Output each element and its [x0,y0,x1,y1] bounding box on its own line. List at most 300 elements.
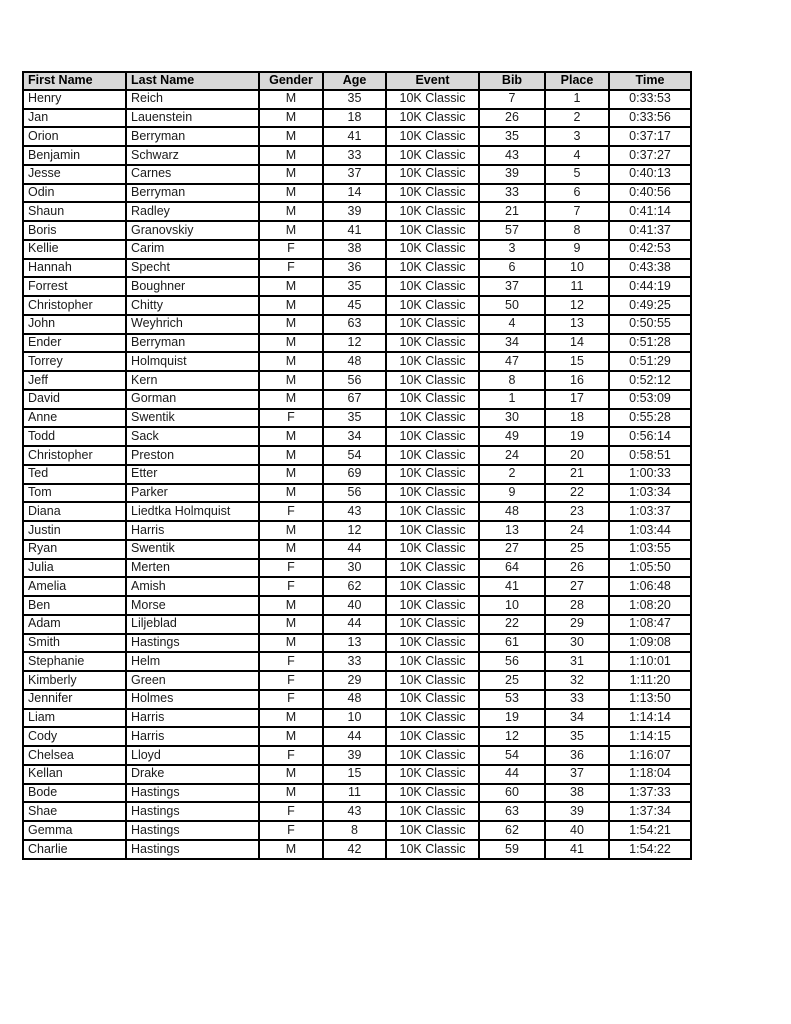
cell-gender: M [259,709,323,728]
cell-time: 1:37:34 [609,802,691,821]
cell-time: 0:37:17 [609,127,691,146]
cell-age: 35 [323,277,386,296]
cell-last-name: Swentik [126,409,259,428]
cell-last-name: Green [126,671,259,690]
table-row [23,802,691,821]
cell-time: 0:42:53 [609,240,691,259]
cell-event: 10K Classic [386,484,479,503]
cell-age: 11 [323,784,386,803]
cell-age: 36 [323,259,386,278]
cell-first-name: Kellie [23,240,126,259]
table-row [23,671,691,690]
cell-first-name: Jesse [23,165,126,184]
cell-last-name: Hastings [126,784,259,803]
cell-event: 10K Classic [386,540,479,559]
cell-last-name: Parker [126,484,259,503]
cell-bib: 49 [479,427,545,446]
cell-last-name: Hastings [126,840,259,859]
cell-age: 39 [323,746,386,765]
cell-place: 21 [545,465,609,484]
cell-age: 48 [323,352,386,371]
cell-age: 39 [323,202,386,221]
cell-bib: 64 [479,559,545,578]
cell-bib: 53 [479,690,545,709]
cell-place: 1 [545,90,609,109]
cell-bib: 57 [479,221,545,240]
cell-event: 10K Classic [386,521,479,540]
cell-time: 1:13:50 [609,690,691,709]
table-row [23,502,691,521]
cell-first-name: Liam [23,709,126,728]
column-header-first-name: First Name [23,72,126,90]
cell-bib: 60 [479,784,545,803]
cell-last-name: Schwarz [126,146,259,165]
cell-last-name: Holmes [126,690,259,709]
cell-place: 23 [545,502,609,521]
cell-time: 1:03:55 [609,540,691,559]
cell-gender: M [259,521,323,540]
cell-bib: 34 [479,334,545,353]
cell-age: 35 [323,409,386,428]
table-row [23,596,691,615]
cell-place: 12 [545,296,609,315]
cell-place: 15 [545,352,609,371]
cell-gender: M [259,352,323,371]
cell-age: 37 [323,165,386,184]
cell-time: 1:54:22 [609,840,691,859]
table-row [23,484,691,503]
cell-event: 10K Classic [386,709,479,728]
cell-time: 0:52:12 [609,371,691,390]
cell-first-name: Kellan [23,765,126,784]
cell-bib: 27 [479,540,545,559]
cell-place: 4 [545,146,609,165]
cell-bib: 39 [479,165,545,184]
cell-first-name: Charlie [23,840,126,859]
cell-place: 7 [545,202,609,221]
cell-gender: M [259,615,323,634]
cell-first-name: David [23,390,126,409]
cell-first-name: Shaun [23,202,126,221]
cell-first-name: Gemma [23,821,126,840]
cell-bib: 1 [479,390,545,409]
cell-time: 0:41:14 [609,202,691,221]
table-row [23,652,691,671]
cell-bib: 24 [479,446,545,465]
cell-gender: M [259,221,323,240]
cell-bib: 19 [479,709,545,728]
cell-time: 1:03:37 [609,502,691,521]
header-row [23,72,691,90]
cell-bib: 25 [479,671,545,690]
cell-first-name: Ted [23,465,126,484]
cell-event: 10K Classic [386,352,479,371]
table-row [23,371,691,390]
cell-event: 10K Classic [386,446,479,465]
cell-place: 22 [545,484,609,503]
cell-event: 10K Classic [386,146,479,165]
cell-gender: M [259,484,323,503]
cell-event: 10K Classic [386,409,479,428]
cell-last-name: Weyhrich [126,315,259,334]
cell-age: 33 [323,652,386,671]
table-row [23,821,691,840]
table-row [23,709,691,728]
cell-time: 0:44:19 [609,277,691,296]
cell-gender: M [259,465,323,484]
cell-first-name: Henry [23,90,126,109]
cell-place: 32 [545,671,609,690]
cell-gender: M [259,146,323,165]
cell-first-name: Ryan [23,540,126,559]
cell-bib: 54 [479,746,545,765]
cell-place: 13 [545,315,609,334]
cell-first-name: Bode [23,784,126,803]
cell-event: 10K Classic [386,690,479,709]
cell-event: 10K Classic [386,634,479,653]
cell-gender: M [259,727,323,746]
cell-age: 15 [323,765,386,784]
cell-event: 10K Classic [386,109,479,128]
cell-last-name: Hastings [126,634,259,653]
cell-event: 10K Classic [386,746,479,765]
cell-event: 10K Classic [386,840,479,859]
cell-event: 10K Classic [386,184,479,203]
cell-gender: M [259,90,323,109]
cell-first-name: Justin [23,521,126,540]
cell-first-name: Ender [23,334,126,353]
table-row [23,259,691,278]
cell-place: 19 [545,427,609,446]
table-row [23,221,691,240]
cell-event: 10K Classic [386,315,479,334]
cell-bib: 6 [479,259,545,278]
cell-time: 0:49:25 [609,296,691,315]
cell-place: 6 [545,184,609,203]
table-row [23,465,691,484]
cell-time: 1:05:50 [609,559,691,578]
cell-gender: M [259,446,323,465]
table-row [23,446,691,465]
cell-time: 1:06:48 [609,577,691,596]
cell-last-name: Hastings [126,802,259,821]
cell-event: 10K Classic [386,652,479,671]
cell-gender: F [259,240,323,259]
cell-place: 25 [545,540,609,559]
cell-first-name: Stephanie [23,652,126,671]
cell-time: 1:00:33 [609,465,691,484]
table-row [23,184,691,203]
cell-time: 1:09:08 [609,634,691,653]
cell-age: 12 [323,521,386,540]
cell-place: 34 [545,709,609,728]
cell-gender: M [259,390,323,409]
cell-last-name: Merten [126,559,259,578]
cell-gender: M [259,840,323,859]
cell-age: 69 [323,465,386,484]
cell-gender: M [259,202,323,221]
cell-bib: 10 [479,596,545,615]
cell-place: 26 [545,559,609,578]
cell-gender: M [259,165,323,184]
cell-last-name: Granovskiy [126,221,259,240]
cell-bib: 21 [479,202,545,221]
cell-gender: M [259,296,323,315]
cell-last-name: Etter [126,465,259,484]
cell-time: 1:03:44 [609,521,691,540]
cell-last-name: Drake [126,765,259,784]
table-row [23,146,691,165]
table-row [23,127,691,146]
cell-place: 36 [545,746,609,765]
cell-event: 10K Classic [386,427,479,446]
cell-age: 45 [323,296,386,315]
cell-last-name: Harris [126,521,259,540]
cell-bib: 7 [479,90,545,109]
table-row [23,90,691,109]
cell-age: 41 [323,127,386,146]
cell-gender: M [259,427,323,446]
cell-bib: 56 [479,652,545,671]
cell-gender: F [259,746,323,765]
cell-gender: F [259,802,323,821]
table-row [23,577,691,596]
cell-gender: F [259,259,323,278]
cell-first-name: Todd [23,427,126,446]
cell-bib: 35 [479,127,545,146]
cell-age: 29 [323,671,386,690]
cell-last-name: Berryman [126,127,259,146]
cell-bib: 63 [479,802,545,821]
cell-bib: 26 [479,109,545,128]
cell-first-name: Chelsea [23,746,126,765]
cell-place: 31 [545,652,609,671]
cell-event: 10K Classic [386,90,479,109]
cell-event: 10K Classic [386,277,479,296]
cell-first-name: Anne [23,409,126,428]
cell-time: 1:10:01 [609,652,691,671]
cell-gender: M [259,184,323,203]
cell-gender: M [259,109,323,128]
cell-bib: 50 [479,296,545,315]
cell-first-name: Ben [23,596,126,615]
cell-time: 0:51:28 [609,334,691,353]
cell-bib: 12 [479,727,545,746]
cell-bib: 3 [479,240,545,259]
cell-bib: 4 [479,315,545,334]
cell-first-name: Diana [23,502,126,521]
cell-event: 10K Classic [386,577,479,596]
cell-gender: M [259,765,323,784]
cell-last-name: Hastings [126,821,259,840]
cell-gender: F [259,502,323,521]
cell-time: 1:54:21 [609,821,691,840]
cell-first-name: Forrest [23,277,126,296]
cell-bib: 37 [479,277,545,296]
cell-age: 44 [323,540,386,559]
cell-last-name: Liljeblad [126,615,259,634]
cell-bib: 61 [479,634,545,653]
cell-bib: 13 [479,521,545,540]
cell-age: 14 [323,184,386,203]
cell-first-name: Julia [23,559,126,578]
cell-bib: 30 [479,409,545,428]
cell-time: 0:43:38 [609,259,691,278]
cell-time: 0:53:09 [609,390,691,409]
cell-gender: M [259,634,323,653]
column-header-age: Age [323,72,386,90]
cell-last-name: Holmquist [126,352,259,371]
cell-last-name: Harris [126,727,259,746]
cell-gender: M [259,371,323,390]
cell-event: 10K Classic [386,821,479,840]
cell-age: 34 [323,427,386,446]
table-row [23,784,691,803]
cell-first-name: Amelia [23,577,126,596]
cell-place: 10 [545,259,609,278]
cell-last-name: Carnes [126,165,259,184]
cell-event: 10K Classic [386,240,479,259]
cell-gender: M [259,596,323,615]
cell-bib: 41 [479,577,545,596]
cell-last-name: Boughner [126,277,259,296]
cell-age: 44 [323,615,386,634]
cell-age: 35 [323,90,386,109]
cell-first-name: Torrey [23,352,126,371]
table-row [23,540,691,559]
cell-bib: 48 [479,502,545,521]
cell-first-name: Odin [23,184,126,203]
cell-time: 1:08:20 [609,596,691,615]
cell-bib: 9 [479,484,545,503]
cell-event: 10K Classic [386,765,479,784]
cell-age: 40 [323,596,386,615]
cell-event: 10K Classic [386,671,479,690]
cell-place: 28 [545,596,609,615]
cell-event: 10K Classic [386,127,479,146]
cell-place: 37 [545,765,609,784]
cell-bib: 62 [479,821,545,840]
cell-time: 0:51:29 [609,352,691,371]
cell-age: 30 [323,559,386,578]
cell-gender: M [259,315,323,334]
cell-age: 54 [323,446,386,465]
cell-event: 10K Classic [386,296,479,315]
cell-place: 41 [545,840,609,859]
cell-bib: 43 [479,146,545,165]
cell-time: 0:55:28 [609,409,691,428]
cell-first-name: Kimberly [23,671,126,690]
cell-last-name: Liedtka Holmquist [126,502,259,521]
table-row [23,615,691,634]
cell-place: 8 [545,221,609,240]
cell-age: 67 [323,390,386,409]
cell-first-name: Cody [23,727,126,746]
cell-place: 39 [545,802,609,821]
cell-first-name: Orion [23,127,126,146]
cell-bib: 44 [479,765,545,784]
table-row [23,746,691,765]
cell-first-name: Boris [23,221,126,240]
cell-last-name: Sack [126,427,259,446]
cell-gender: F [259,559,323,578]
cell-age: 12 [323,334,386,353]
cell-time: 0:33:56 [609,109,691,128]
table-row [23,165,691,184]
cell-place: 17 [545,390,609,409]
cell-event: 10K Classic [386,615,479,634]
cell-age: 42 [323,840,386,859]
cell-age: 62 [323,577,386,596]
cell-first-name: Tom [23,484,126,503]
column-header-event: Event [386,72,479,90]
cell-place: 11 [545,277,609,296]
cell-age: 13 [323,634,386,653]
cell-place: 38 [545,784,609,803]
cell-last-name: Berryman [126,334,259,353]
column-header-last-name: Last Name [126,72,259,90]
cell-gender: F [259,671,323,690]
cell-first-name: Christopher [23,296,126,315]
cell-last-name: Gorman [126,390,259,409]
cell-place: 5 [545,165,609,184]
table-row [23,727,691,746]
cell-place: 14 [545,334,609,353]
cell-first-name: Christopher [23,446,126,465]
cell-time: 0:58:51 [609,446,691,465]
cell-event: 10K Classic [386,784,479,803]
table-row [23,390,691,409]
cell-bib: 8 [479,371,545,390]
cell-gender: M [259,784,323,803]
cell-time: 1:11:20 [609,671,691,690]
cell-first-name: John [23,315,126,334]
cell-gender: F [259,577,323,596]
cell-time: 0:56:14 [609,427,691,446]
cell-first-name: Jan [23,109,126,128]
cell-age: 43 [323,502,386,521]
cell-event: 10K Classic [386,202,479,221]
cell-place: 24 [545,521,609,540]
cell-bib: 22 [479,615,545,634]
cell-last-name: Helm [126,652,259,671]
column-header-gender: Gender [259,72,323,90]
race-results-table [22,71,692,860]
cell-place: 27 [545,577,609,596]
cell-bib: 2 [479,465,545,484]
cell-time: 1:08:47 [609,615,691,634]
table-row [23,840,691,859]
cell-age: 56 [323,484,386,503]
cell-time: 0:50:55 [609,315,691,334]
cell-event: 10K Classic [386,390,479,409]
cell-bib: 47 [479,352,545,371]
cell-time: 0:41:37 [609,221,691,240]
cell-first-name: Jeff [23,371,126,390]
cell-event: 10K Classic [386,221,479,240]
cell-place: 40 [545,821,609,840]
cell-last-name: Berryman [126,184,259,203]
cell-last-name: Lauenstein [126,109,259,128]
cell-first-name: Benjamin [23,146,126,165]
cell-age: 43 [323,802,386,821]
cell-last-name: Kern [126,371,259,390]
cell-gender: F [259,409,323,428]
cell-age: 18 [323,109,386,128]
cell-time: 1:18:04 [609,765,691,784]
cell-time: 1:14:15 [609,727,691,746]
cell-gender: M [259,540,323,559]
